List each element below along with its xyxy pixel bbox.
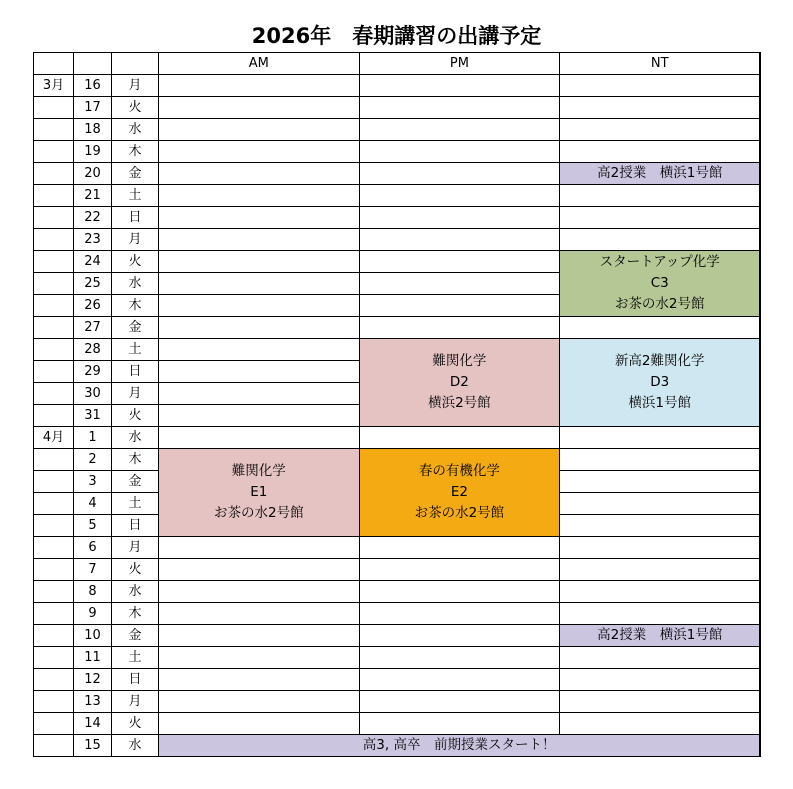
table-row [34,603,761,625]
cell-month [34,471,74,493]
cell-day-of-week: 月 [112,75,159,97]
cell-month [34,603,74,625]
table-row [34,141,761,163]
cell-empty-am [159,713,360,735]
cell-day: 31 [74,405,112,427]
cell-empty-pm [359,669,560,691]
cell-day: 1 [74,427,112,449]
cell-empty-pm [359,295,560,317]
cell-empty-am [159,185,360,207]
event-cell [359,339,560,427]
event-cell [560,251,761,317]
cell-day: 23 [74,229,112,251]
cell-day-of-week: 火 [112,251,159,273]
cell-empty-am [159,669,360,691]
schedule-table-wrap [33,52,760,757]
cell-day: 14 [74,713,112,735]
cell-day-of-week: 水 [112,273,159,295]
cell-day-of-week: 土 [112,339,159,361]
header-row [34,53,761,75]
cell-day-of-week: 月 [112,229,159,251]
column-header-dow [112,53,159,75]
cell-day-of-week: 金 [112,471,159,493]
cell-empty-am [159,361,360,383]
table-row [34,163,761,185]
cell-day-of-week: 火 [112,97,159,119]
cell-month [34,119,74,141]
cell-empty-nt [560,515,761,537]
cell-day-of-week: 水 [112,119,159,141]
cell-empty-am [159,119,360,141]
cell-empty-pm [359,119,560,141]
cell-empty-nt [560,427,761,449]
table-row [34,229,761,251]
cell-day-of-week: 土 [112,647,159,669]
cell-empty-am [159,251,360,273]
cell-day-of-week: 金 [112,163,159,185]
event-cell [560,163,761,185]
event-label: スタートアップ化学 C3 お茶の水2号館 [599,254,720,312]
table-row [34,713,761,735]
table-row [34,317,761,339]
cell-month [34,647,74,669]
cell-day: 13 [74,691,112,713]
schedule-table [33,52,761,757]
cell-empty-nt [560,713,761,735]
table-row [34,427,761,449]
cell-empty-am [159,383,360,405]
cell-empty-pm [359,97,560,119]
cell-empty-nt [560,559,761,581]
event-label: 高3, 高卒 前期授業スタート！ [362,737,556,754]
cell-month [34,163,74,185]
table-row [34,669,761,691]
cell-day: 11 [74,647,112,669]
cell-empty-pm [359,163,560,185]
cell-day-of-week: 日 [112,207,159,229]
column-header-nt: NT [560,53,761,75]
cell-empty-am [159,273,360,295]
cell-day: 25 [74,273,112,295]
cell-empty-nt [560,97,761,119]
event-label: 難関化学 E1 お茶の水2号館 [214,463,304,521]
cell-empty-pm [359,647,560,669]
cell-day-of-week: 火 [112,713,159,735]
cell-empty-am [159,141,360,163]
cell-empty-pm [359,537,560,559]
cell-month [34,207,74,229]
cell-day-of-week: 水 [112,735,159,757]
table-row [34,75,761,97]
cell-empty-am [159,339,360,361]
cell-day: 21 [74,185,112,207]
event-label: 春の有機化学 E2 お茶の水2号館 [414,463,505,521]
table-row [34,251,761,273]
cell-day: 27 [74,317,112,339]
event-cell [359,449,560,537]
cell-day: 26 [74,295,112,317]
cell-empty-nt [560,207,761,229]
cell-month [34,317,74,339]
cell-empty-nt [560,141,761,163]
cell-empty-nt [560,119,761,141]
cell-day-of-week: 日 [112,515,159,537]
table-row [34,625,761,647]
cell-month [34,735,74,757]
cell-empty-pm [359,75,560,97]
cell-month [34,251,74,273]
cell-day-of-week: 日 [112,361,159,383]
event-cell [159,449,360,537]
cell-day: 6 [74,537,112,559]
table-row [34,559,761,581]
cell-empty-nt [560,669,761,691]
cell-empty-nt [560,581,761,603]
cell-empty-pm [359,581,560,603]
cell-day-of-week: 木 [112,603,159,625]
table-row [34,537,761,559]
cell-day-of-week: 水 [112,427,159,449]
cell-month [34,405,74,427]
table-row [34,647,761,669]
cell-day: 3 [74,471,112,493]
cell-empty-pm [359,559,560,581]
cell-month [34,229,74,251]
cell-empty-nt [560,537,761,559]
cell-month [34,691,74,713]
table-row [34,581,761,603]
cell-empty-am [159,603,360,625]
cell-day-of-week: 火 [112,559,159,581]
cell-empty-am [159,427,360,449]
table-row [34,735,761,757]
cell-empty-nt [560,229,761,251]
table-row [34,691,761,713]
cell-month [34,361,74,383]
cell-month: 4月 [34,427,74,449]
cell-empty-pm [359,691,560,713]
cell-empty-am [159,647,360,669]
cell-day-of-week: 土 [112,185,159,207]
cell-month [34,383,74,405]
cell-empty-nt [560,185,761,207]
column-header-pm: PM [359,53,560,75]
cell-empty-pm [359,713,560,735]
cell-day: 15 [74,735,112,757]
cell-empty-am [159,163,360,185]
cell-day: 18 [74,119,112,141]
table-row [34,449,761,471]
cell-day: 17 [74,97,112,119]
cell-month [34,185,74,207]
cell-month [34,515,74,537]
cell-day: 22 [74,207,112,229]
cell-month [34,669,74,691]
cell-empty-am [159,625,360,647]
cell-month: 3月 [34,75,74,97]
cell-day: 5 [74,515,112,537]
table-row [34,119,761,141]
cell-day-of-week: 金 [112,317,159,339]
cell-empty-nt [560,449,761,471]
cell-empty-pm [359,185,560,207]
cell-empty-nt [560,647,761,669]
event-label: 高2授業 横浜1号館 [597,627,723,644]
cell-empty-pm [359,251,560,273]
cell-empty-pm [359,603,560,625]
cell-empty-pm [359,141,560,163]
cell-month [34,141,74,163]
cell-month [34,537,74,559]
event-cell [560,625,761,647]
cell-empty-nt [560,691,761,713]
column-header-day [74,53,112,75]
cell-day-of-week: 木 [112,295,159,317]
cell-day: 16 [74,75,112,97]
cell-month [34,339,74,361]
cell-day: 7 [74,559,112,581]
event-label: 高2授業 横浜1号館 [597,165,723,182]
cell-empty-pm [359,229,560,251]
table-row [34,207,761,229]
page-title: 2026年 春期講習の出講予定 [251,24,542,48]
table-row [34,339,761,361]
column-header-month [34,53,74,75]
cell-day-of-week: 月 [112,383,159,405]
cell-day-of-week: 金 [112,625,159,647]
cell-day-of-week: 水 [112,581,159,603]
cell-month [34,295,74,317]
cell-empty-am [159,405,360,427]
cell-day: 29 [74,361,112,383]
cell-day-of-week: 木 [112,141,159,163]
cell-day: 24 [74,251,112,273]
cell-empty-am [159,207,360,229]
cell-empty-nt [560,317,761,339]
table-row [34,97,761,119]
cell-month [34,625,74,647]
event-cell [159,735,761,757]
cell-empty-am [159,295,360,317]
cell-empty-am [159,537,360,559]
cell-month [34,97,74,119]
cell-month [34,493,74,515]
cell-empty-pm [359,625,560,647]
cell-month [34,713,74,735]
cell-empty-am [159,97,360,119]
table-row [34,185,761,207]
cell-day: 10 [74,625,112,647]
cell-empty-am [159,559,360,581]
cell-day: 20 [74,163,112,185]
cell-empty-am [159,317,360,339]
cell-day-of-week: 月 [112,537,159,559]
cell-day: 8 [74,581,112,603]
table-body [34,75,761,757]
cell-day: 4 [74,493,112,515]
cell-day-of-week: 日 [112,669,159,691]
cell-month [34,449,74,471]
cell-day-of-week: 火 [112,405,159,427]
cell-empty-am [159,691,360,713]
cell-day: 2 [74,449,112,471]
cell-day-of-week: 月 [112,691,159,713]
cell-day: 19 [74,141,112,163]
cell-day: 9 [74,603,112,625]
event-label: 新高2難関化学 D3 横浜1号館 [614,353,705,411]
event-cell [560,339,761,427]
cell-empty-pm [359,273,560,295]
cell-empty-pm [359,317,560,339]
cell-day: 30 [74,383,112,405]
cell-month [34,273,74,295]
cell-day-of-week: 土 [112,493,159,515]
event-label: 難関化学 D2 横浜2号館 [428,353,491,411]
cell-empty-nt [560,603,761,625]
cell-empty-nt [560,75,761,97]
cell-empty-am [159,229,360,251]
column-header-am: AM [159,53,360,75]
table-head [34,53,761,75]
cell-day: 12 [74,669,112,691]
cell-month [34,559,74,581]
cell-month [34,581,74,603]
cell-empty-pm [359,427,560,449]
cell-day: 28 [74,339,112,361]
cell-empty-nt [560,471,761,493]
cell-empty-pm [359,207,560,229]
cell-empty-am [159,581,360,603]
cell-day-of-week: 木 [112,449,159,471]
cell-empty-nt [560,493,761,515]
cell-empty-am [159,75,360,97]
